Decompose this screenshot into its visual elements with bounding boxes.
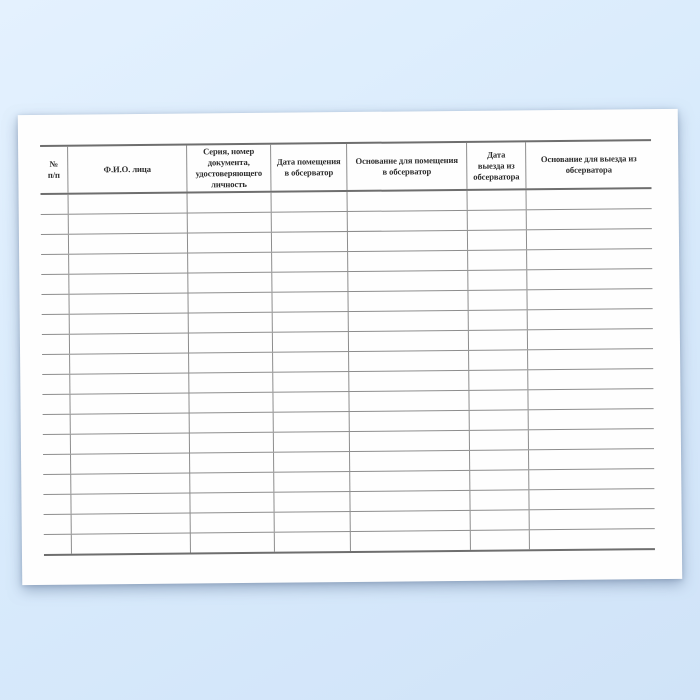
table-cell-date-placed bbox=[272, 252, 348, 272]
table-cell-date-departure bbox=[470, 410, 529, 430]
table-cell-row-number bbox=[41, 215, 69, 234]
table-cell-date-departure bbox=[468, 250, 527, 270]
table-cell-date-departure bbox=[469, 350, 528, 370]
table-cell-date-placed bbox=[272, 212, 348, 232]
table-cell-person-name bbox=[71, 454, 190, 474]
table-cell-reason-placed bbox=[348, 251, 468, 271]
table-cell-date-departure bbox=[468, 290, 527, 310]
table-cell-reason-departure bbox=[528, 349, 653, 369]
table-cell-person-name bbox=[70, 314, 189, 334]
table-cell-row-number bbox=[41, 235, 69, 254]
table-cell-person-name bbox=[71, 494, 190, 514]
table-cell-reason-departure bbox=[527, 249, 652, 269]
column-header-reason-placed: Основание для помещения в обсерватор bbox=[347, 143, 467, 190]
table-cell-date-departure bbox=[471, 510, 530, 530]
table-cell-reason-departure bbox=[529, 449, 654, 469]
table-cell-reason-placed bbox=[350, 411, 470, 431]
table-cell-reason-departure bbox=[530, 529, 655, 549]
table-cell-reason-departure bbox=[528, 309, 653, 329]
table-cell-row-number bbox=[44, 535, 72, 554]
table-cell-identity-doc bbox=[190, 413, 274, 433]
table-cell-person-name bbox=[69, 254, 188, 274]
table-cell-reason-placed bbox=[348, 231, 468, 251]
table-cell-date-departure bbox=[469, 390, 528, 410]
table-cell-date-placed bbox=[273, 332, 349, 352]
table-cell-reason-departure bbox=[527, 189, 652, 209]
table-cell-reason-departure bbox=[530, 509, 655, 529]
table-cell-date-placed bbox=[274, 412, 350, 432]
table-cell-identity-doc bbox=[191, 533, 275, 553]
table-cell-row-number bbox=[44, 515, 72, 534]
table-cell-date-placed bbox=[273, 392, 349, 412]
table-cell-reason-placed bbox=[349, 331, 469, 351]
table-cell-reason-placed bbox=[349, 391, 469, 411]
table-cell-date-departure bbox=[471, 530, 530, 550]
table-cell-date-placed bbox=[274, 432, 350, 452]
table-cell-date-departure bbox=[468, 270, 527, 290]
table-cell-row-number bbox=[43, 455, 71, 474]
table-cell-reason-placed bbox=[348, 211, 468, 231]
table-cell-reason-departure bbox=[527, 289, 652, 309]
table-cell-row-number bbox=[42, 335, 70, 354]
table-cell-person-name bbox=[72, 514, 191, 534]
table-cell-identity-doc bbox=[189, 353, 273, 373]
table-cell-reason-placed bbox=[348, 191, 468, 211]
table-cell-date-departure bbox=[469, 330, 528, 350]
column-header-identity-doc: Серия, номер документа, удостоверяющего личность bbox=[187, 145, 271, 192]
table-cell-date-placed bbox=[273, 352, 349, 372]
table-cell-identity-doc bbox=[188, 293, 272, 313]
table-cell-identity-doc bbox=[188, 193, 272, 213]
table-cell-row-number bbox=[41, 295, 69, 314]
table-cell-reason-placed bbox=[350, 431, 470, 451]
table-cell-reason-departure bbox=[529, 409, 654, 429]
table-cell-date-placed bbox=[273, 372, 349, 392]
table-cell-date-departure bbox=[468, 230, 527, 250]
table-cell-date-departure bbox=[468, 210, 527, 230]
table-cell-identity-doc bbox=[188, 213, 272, 233]
table-cell-date-departure bbox=[470, 490, 529, 510]
table-cell-identity-doc bbox=[189, 373, 273, 393]
table-cell-date-departure bbox=[468, 190, 527, 210]
table-cell-row-number bbox=[43, 475, 71, 494]
table-cell-row-number bbox=[43, 435, 71, 454]
column-header-date-departure: Дата выезда из обсерватора bbox=[467, 142, 526, 189]
table-cell-row-number bbox=[41, 275, 69, 294]
table-cell-identity-doc bbox=[189, 333, 273, 353]
table-cell-reason-placed bbox=[348, 271, 468, 291]
observator-registration-table bbox=[40, 139, 655, 556]
table-cell-date-placed bbox=[272, 192, 348, 212]
table-cell-row-number bbox=[41, 255, 69, 274]
table-cell-person-name bbox=[69, 294, 188, 314]
table-header-row bbox=[40, 141, 651, 195]
table-cell-person-name bbox=[70, 394, 189, 414]
table-cell-date-placed bbox=[274, 492, 350, 512]
column-header-date-placed: Дата помещения в обсерватор bbox=[271, 144, 347, 191]
table-cell-date-departure bbox=[469, 370, 528, 390]
table-cell-person-name bbox=[71, 474, 190, 494]
table-cell-date-placed bbox=[274, 452, 350, 472]
table-cell-identity-doc bbox=[190, 453, 274, 473]
table-cell-date-placed bbox=[272, 272, 348, 292]
table-cell-person-name bbox=[71, 434, 190, 454]
table-cell-reason-departure bbox=[527, 229, 652, 249]
table-cell-identity-doc bbox=[190, 473, 274, 493]
table-cell-identity-doc bbox=[190, 433, 274, 453]
table-cell-reason-placed bbox=[351, 531, 471, 551]
table-cell-date-placed bbox=[275, 512, 351, 532]
table-cell-row-number bbox=[42, 375, 70, 394]
table-cell-reason-departure bbox=[528, 329, 653, 349]
table-cell-identity-doc bbox=[189, 393, 273, 413]
table-cell-identity-doc bbox=[190, 493, 274, 513]
table-cell-identity-doc bbox=[188, 233, 272, 253]
table-cell-reason-departure bbox=[527, 269, 652, 289]
table-cell-date-departure bbox=[470, 470, 529, 490]
table-cell-person-name bbox=[69, 234, 188, 254]
table-cell-date-placed bbox=[272, 292, 348, 312]
table-cell-row-number bbox=[43, 415, 71, 434]
table-cell-reason-departure bbox=[528, 369, 653, 389]
table-cell-row-number bbox=[42, 315, 70, 334]
table-cell-reason-placed bbox=[349, 371, 469, 391]
table-cell-person-name bbox=[72, 534, 191, 554]
table-cell-reason-placed bbox=[350, 471, 470, 491]
table-cell-identity-doc bbox=[188, 273, 272, 293]
table-cell-reason-placed bbox=[349, 311, 469, 331]
registration-journal-sheet bbox=[18, 109, 682, 585]
table-cell-reason-placed bbox=[349, 351, 469, 371]
table-cell-identity-doc bbox=[191, 513, 275, 533]
table-cell-reason-departure bbox=[529, 489, 654, 509]
table-cell-person-name bbox=[70, 334, 189, 354]
column-header-reason-departure: Основание для выезда из обсерватора bbox=[540, 153, 637, 175]
table-cell-date-placed bbox=[273, 312, 349, 332]
table-cell-person-name bbox=[70, 354, 189, 374]
table-cell-identity-doc bbox=[188, 253, 272, 273]
table-cell-reason-departure bbox=[529, 469, 654, 489]
column-header-person-name: Ф.И.О. лица bbox=[68, 146, 187, 193]
table-cell-date-departure bbox=[470, 430, 529, 450]
table-cell-row-number bbox=[43, 495, 71, 514]
table-cell-reason-departure bbox=[527, 209, 652, 229]
table-cell-date-placed bbox=[275, 532, 351, 552]
table-cell-person-name bbox=[69, 274, 188, 294]
table-cell-person-name bbox=[70, 374, 189, 394]
table-cell-row-number bbox=[42, 355, 70, 374]
table-cell-date-departure bbox=[469, 310, 528, 330]
table-cell-reason-departure bbox=[528, 389, 653, 409]
table-cell-reason-placed bbox=[350, 451, 470, 471]
table-cell-person-name bbox=[69, 214, 188, 234]
table-cell-date-departure bbox=[470, 450, 529, 470]
column-header-row-number: № п/п bbox=[40, 147, 68, 193]
table-cell-date-placed bbox=[274, 472, 350, 492]
table-cell-reason-placed bbox=[351, 511, 471, 531]
table-cell-reason-placed bbox=[348, 291, 468, 311]
table-cell-reason-placed bbox=[350, 491, 470, 511]
table-cell-reason-departure bbox=[529, 429, 654, 449]
table-cell-identity-doc bbox=[189, 313, 273, 333]
table-cell-row-number bbox=[41, 195, 69, 214]
table-cell-person-name bbox=[69, 194, 188, 214]
table-cell-date-placed bbox=[272, 232, 348, 252]
table-cell-row-number bbox=[42, 395, 70, 414]
table-cell-person-name bbox=[71, 414, 190, 434]
